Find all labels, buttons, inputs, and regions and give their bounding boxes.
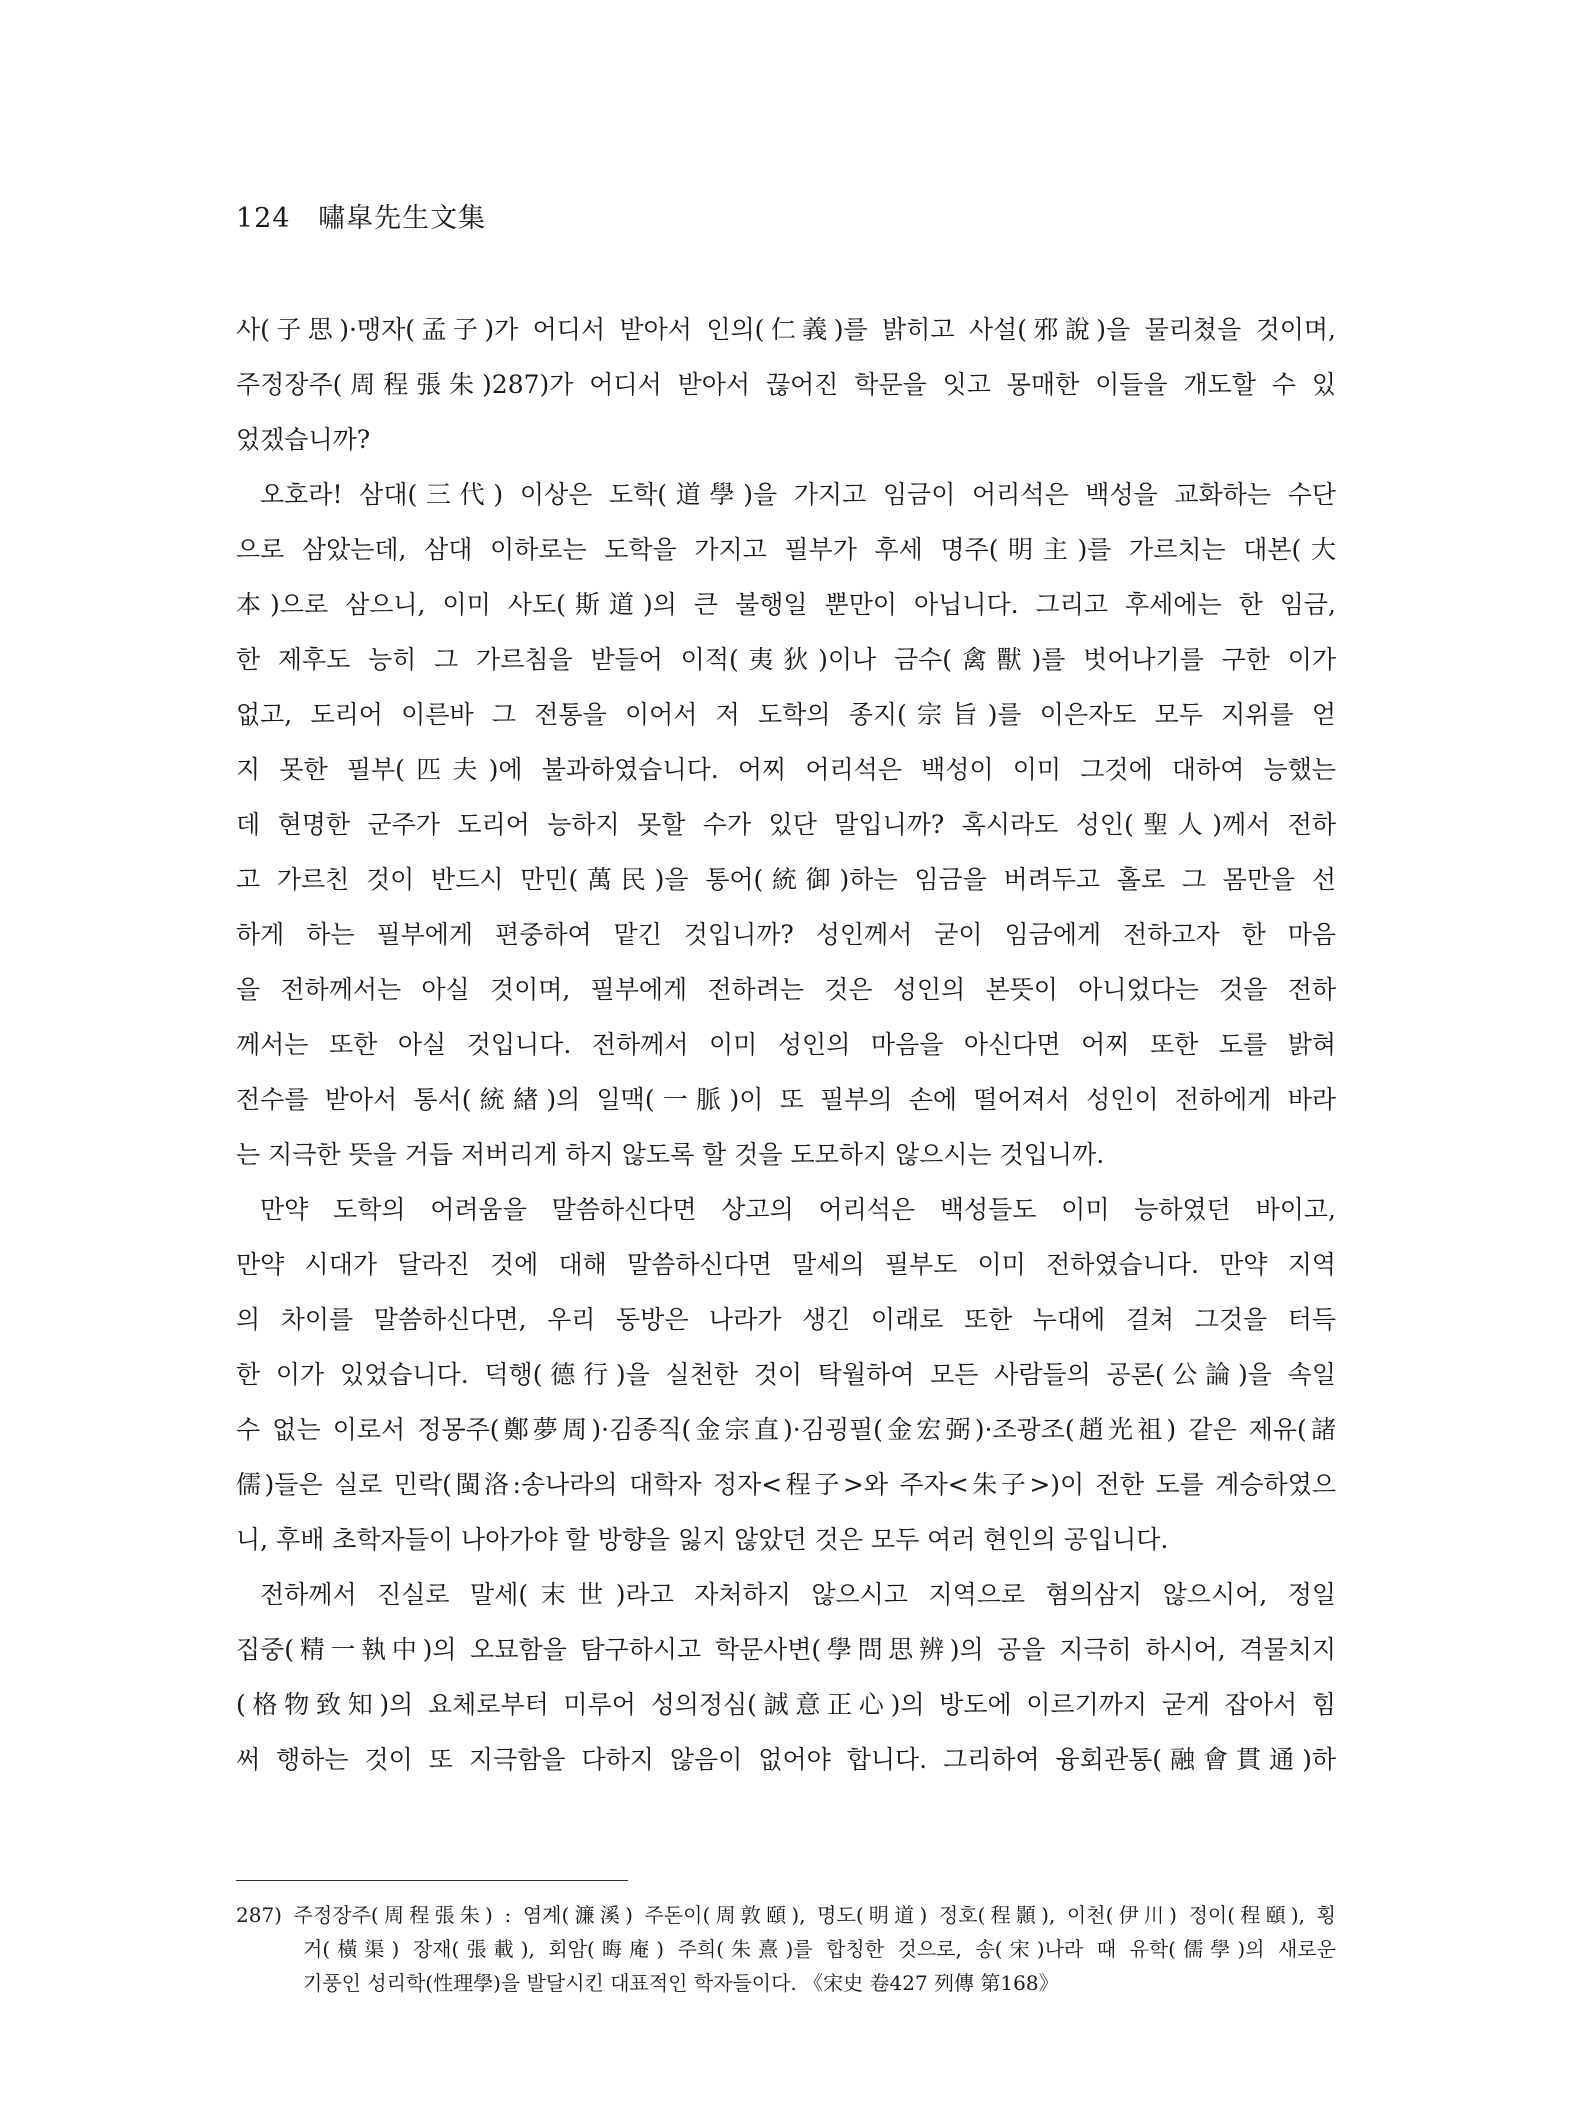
text-line: 니, 후배 초학자들이 나아가야 할 방향을 잃지 않았던 것은 모두 여러 현인의 공입니다.: [236, 1525, 1169, 1554]
main-text: [236, 302, 1336, 1787]
text-line: 없고, 도리어 이른바 그 전통을 이어서 저 도학의 종지(宗旨)를 이은자도 모두 지위를 얻: [236, 700, 1336, 729]
text-line: 本)으로 삼으니, 이미 사도(斯道)의 큰 불행일 뿐만이 아닙니다. 그리고 후세에는 한 임금,: [236, 590, 1336, 619]
text-line: 전수를 받아서 통서(統緖)의 일맥(一脈)이 또 필부의 손에 떨어져서 성인이 전하에게 바라: [236, 1085, 1336, 1114]
text-line: 전하께서 진실로 말세(末世)라고 자처하지 않으시고 지역으로 혐의삼지 않으시어, 정일: [260, 1580, 1336, 1609]
text-line: 써 행하는 것이 또 지극함을 다하지 않음이 없어야 합니다. 그리하여 융회관통(融會貫通)하: [236, 1745, 1336, 1774]
footnote-line: 287) 주정장주(周程張朱) : 염계(濂溪) 주돈이(周敦頤), 명도(明道) 정호(程顥), 이천(伊川) 정이(程頤), 횡: [236, 1903, 1336, 1927]
text-line: 을 전하께서는 아실 것이며, 필부에게 전하려는 것은 성인의 본뜻이 아니었다는 것을 전하: [236, 975, 1336, 1004]
text-line: 집중(精一執中)의 오묘함을 탐구하시고 학문사변(學問思辨)의 공을 지극히 하시어, 격물치지: [236, 1635, 1336, 1664]
text-line: 儒)들은 실로 민락(閩洛:송나라의 대학자 정자<程子>와 주자<朱子>)이 전한 도를 계승하였으: [236, 1470, 1336, 1499]
text-line: 하게 하는 필부에게 편중하여 맡긴 것입니까? 성인께서 굳이 임금에게 전하고자 한 마음: [236, 920, 1336, 949]
footnote-line: 거(橫渠) 장재(張載), 회암(晦庵) 주희(朱熹)를 합칭한 것으로, 송(宋)나라 때 유학(儒學)의 새로운: [303, 1937, 1336, 1961]
text-line: 한 제후도 능히 그 가르침을 받들어 이적(夷狄)이나 금수(禽獸)를 벗어나기를 구한 이가: [236, 645, 1336, 674]
text-line: 고 가르친 것이 반드시 만민(萬民)을 통어(統御)하는 임금을 버려두고 홀로 그 몸만을 선: [236, 865, 1336, 894]
footnote-divider: [236, 1880, 628, 1881]
running-header: [236, 196, 486, 235]
text-line: 오호라! 삼대(三代) 이상은 도학(道學)을 가지고 임금이 어리석은 백성을 교화하는 수단: [260, 480, 1336, 509]
text-line: (格物致知)의 요체로부터 미루어 성의정심(誠意正心)의 방도에 이르기까지 굳게 잡아서 힘: [236, 1690, 1336, 1719]
text-line: 는 지극한 뜻을 거듭 저버리게 하지 않도록 할 것을 도모하지 않으시는 것입니까.: [236, 1140, 1105, 1169]
footnote-287: [236, 1898, 1336, 2000]
page-number: 124: [236, 203, 291, 234]
text-line: 었겠습니까?: [236, 425, 371, 454]
text-line: 께서는 또한 아실 것입니다. 전하께서 이미 성인의 마음을 아신다면 어찌 또한 도를 밝혀: [236, 1030, 1336, 1059]
text-line: 지 못한 필부(匹夫)에 불과하였습니다. 어찌 어리석은 백성이 이미 그것에 대하여 능했는: [236, 755, 1336, 784]
text-line: 사(子思)·맹자(孟子)가 어디서 받아서 인의(仁義)를 밝히고 사설(邪說)을 물리쳤을 것이며,: [236, 315, 1336, 344]
text-line: 의 차이를 말씀하신다면, 우리 동방은 나라가 생긴 이래로 또한 누대에 걸쳐 그것을 터득: [236, 1305, 1336, 1334]
text-line: 만약 시대가 달라진 것에 대해 말씀하신다면 말세의 필부도 이미 전하였습니다. 만약 지역: [236, 1250, 1336, 1279]
book-title: 嘯皐先生文集: [318, 203, 487, 234]
text-line: 수 없는 이로서 정몽주(鄭夢周)·김종직(金宗直)·김굉필(金宏弼)·조광조(趙光祖) 같은 제유(諸: [236, 1415, 1336, 1444]
text-line: 한 이가 있었습니다. 덕행(德行)을 실천한 것이 탁월하여 모든 사람들의 공론(公論)을 속일: [236, 1360, 1336, 1389]
text-line: 주정장주(周程張朱)287)가 어디서 받아서 끊어진 학문을 잇고 몽매한 이들을 개도할 수 있: [236, 370, 1336, 399]
footnote-line: 기풍인 성리학(性理學)을 발달시킨 대표적인 학자들이다. 《宋史 卷427 列傳 第168》: [303, 1971, 1059, 1995]
text-line: 으로 삼았는데, 삼대 이하로는 도학을 가지고 필부가 후세 명주(明主)를 가르치는 대본(大: [236, 535, 1336, 564]
text-line: 데 현명한 군주가 도리어 능하지 못할 수가 있단 말입니까? 혹시라도 성인(聖人)께서 전하: [236, 810, 1336, 839]
text-line: 만약 도학의 어려움을 말씀하신다면 상고의 어리석은 백성들도 이미 능하였던 바이고,: [260, 1195, 1336, 1224]
